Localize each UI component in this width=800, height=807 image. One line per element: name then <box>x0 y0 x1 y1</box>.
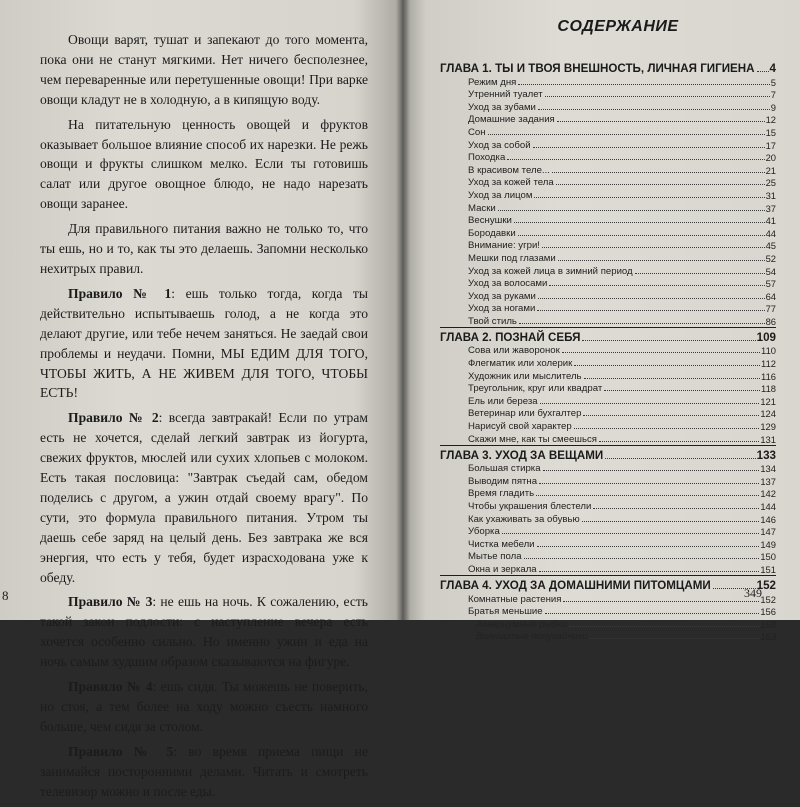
toc-entry <box>440 592 776 605</box>
dot-leader <box>605 458 755 459</box>
toc-entry <box>440 537 776 550</box>
dot-leader <box>524 558 760 559</box>
toc-entry <box>440 432 776 445</box>
toc-entry-page: 112 <box>761 358 776 370</box>
toc-entry-label: Ель или береза <box>468 395 538 407</box>
dot-leader <box>557 121 765 122</box>
rule-heading: Правило № 5 <box>68 743 174 759</box>
left-page <box>0 0 402 799</box>
toc-entry-page: 129 <box>760 421 776 433</box>
toc-entry-page: 116 <box>761 370 776 382</box>
dot-leader <box>583 415 759 416</box>
toc-entry-page: 5 <box>770 76 776 88</box>
toc-entry-label: Как ухаживать за обувью <box>468 513 580 525</box>
toc-entry-page: 77 <box>765 303 776 315</box>
toc-entry <box>440 100 776 113</box>
toc-entry <box>440 75 776 88</box>
dot-leader <box>593 508 759 509</box>
dot-leader <box>534 197 764 198</box>
paragraph-text: : всегда завтракай! Если по утрам есть не хочется, сделай легкий завтрак из йогурта, свежих фруктов, мюслей или сухих хлопьев с молоком. Есть такая пословица: "Завтрак съедай сам, обедом поделись с другом, а ужин отдай своему врагу". По сути, это формула правильного питания. Утром ты даешь себе заряд на целый день. Без завтрака же вся энергия, что есть у тебя, будет израсходована уже к обеду. <box>40 410 368 585</box>
toc-entry <box>440 138 776 151</box>
toc-entry-page: 15 <box>765 126 776 138</box>
toc-entry <box>440 407 776 420</box>
toc-entry-page: 134 <box>760 463 776 475</box>
toc-entry-page: 20 <box>765 152 776 164</box>
toc-entry-page: 52 <box>765 252 776 264</box>
toc-entry-label: Волнистые попугайчики <box>476 631 588 643</box>
dot-leader <box>542 247 765 248</box>
paragraph-text: : во время приема пищи не занимайся посторонними делами. Читать и смотреть телевизор можно и после еды. <box>40 743 368 799</box>
toc-entry-label: Нарисуй свой характер <box>468 421 572 433</box>
dot-leader <box>582 521 760 522</box>
toc-entry-label: Мытье пола <box>468 551 522 563</box>
toc-entry <box>440 487 776 500</box>
dot-leader <box>537 546 760 547</box>
toc-entry-label: Сова или жаворонок <box>468 345 560 357</box>
dot-leader <box>757 71 769 72</box>
toc-entry-label: ГЛАВА 2. ПОЗНАЙ СЕБЯ <box>440 330 581 344</box>
toc-entry-label: Аквариумные рыбки <box>476 618 568 630</box>
toc-entry <box>440 314 776 327</box>
toc-entry <box>440 264 776 277</box>
toc-entry-label: Ветеринар или бухгалтер <box>468 408 582 420</box>
dot-leader <box>518 235 765 236</box>
toc-entry-page: 54 <box>765 265 776 277</box>
toc-entry-page: 4 <box>769 62 776 75</box>
toc-entry-label: Уход за ногами <box>468 303 536 315</box>
toc-entry <box>440 289 776 302</box>
toc-entry-label: ГЛАВА 1. ТЫ И ТВОЯ ВНЕШНОСТЬ, ЛИЧНАЯ ГИГИЕНА <box>440 62 755 75</box>
toc-entry-page: 44 <box>765 227 776 239</box>
toc-entry-page: 57 <box>765 278 776 290</box>
dot-leader <box>538 109 770 110</box>
dot-leader <box>549 285 764 286</box>
toc-entry-page: 150 <box>760 551 776 563</box>
toc-entry <box>440 550 776 563</box>
toc-chapter <box>440 445 776 462</box>
toc-entry-page: 7 <box>770 89 776 101</box>
toc-entry-label: Чистка мебели <box>468 538 535 550</box>
toc-entry-label: ГЛАВА 3. УХОД ЗА ВЕЩАМИ <box>440 448 604 462</box>
dot-leader <box>498 210 765 211</box>
toc-entry-page: 163 <box>760 631 776 643</box>
toc-entry <box>440 251 776 264</box>
rule-heading: Правило № 2 <box>68 410 159 426</box>
toc-entry-label: Веснушки <box>468 215 512 227</box>
left-page-number: 8 <box>2 588 9 603</box>
toc-entry-label: Походка <box>468 152 506 164</box>
dot-leader <box>635 273 765 274</box>
toc-entry <box>440 88 776 101</box>
rule-heading: Правило № 4 <box>68 679 153 695</box>
toc-chapter <box>440 58 776 75</box>
body-paragraph <box>40 30 368 110</box>
table-of-contents <box>440 58 776 642</box>
toc-entry-label: Уход за лицом <box>468 189 533 201</box>
toc-entry-label: ГЛАВА 4. УХОД ЗА ДОМАШНИМИ ПИТОМЦАМИ <box>440 578 711 592</box>
toc-entry-page: 12 <box>765 114 776 126</box>
toc-entry <box>440 226 776 239</box>
dot-leader <box>558 260 765 261</box>
dot-leader <box>502 533 760 534</box>
dot-leader <box>518 84 769 85</box>
toc-entry <box>440 419 776 432</box>
toc-entry-label: Режим дня <box>468 76 517 88</box>
body-paragraph <box>40 742 368 802</box>
body-paragraph <box>40 284 368 403</box>
toc-entry <box>440 344 776 357</box>
toc-entry <box>440 512 776 525</box>
dot-leader <box>537 310 764 311</box>
toc-entry-label: Флегматик или холерик <box>468 358 573 370</box>
toc-entry-page: 124 <box>760 408 776 420</box>
toc-entry-page: 152 <box>756 578 776 592</box>
toc-entry-page: 151 <box>760 563 776 575</box>
dot-leader <box>539 571 760 572</box>
toc-entry <box>440 474 776 487</box>
toc-entry-page: 25 <box>765 177 776 189</box>
toc-entry-page: 133 <box>756 448 776 462</box>
body-paragraph <box>40 592 368 672</box>
dot-leader <box>545 613 760 614</box>
toc-entry-page: 156 <box>760 606 776 618</box>
dot-leader <box>562 352 760 353</box>
toc-entry-page: 45 <box>765 240 776 252</box>
toc-entry <box>440 394 776 407</box>
dot-leader <box>556 184 765 185</box>
body-paragraph <box>40 677 368 737</box>
toc-entry-label: Выводим пятна <box>468 475 538 487</box>
paragraph-text: На питательную ценность овощей и фруктов оказывает большое влияние способ их нарезки. Не режь овощи и фрукты слишком мелко. Если ты готовишь салат или другое овощное блюдо, не надо нарезать овощи заранее. <box>40 116 368 212</box>
book-gutter <box>396 0 410 620</box>
dot-leader <box>533 147 765 148</box>
toc-chapter <box>440 575 776 592</box>
toc-entry-label: Уход за кожей тела <box>468 177 554 189</box>
paragraph-text: Для правильного питания важно не только то, что ты ешь, но и то, как ты это делаешь. Запомни несколько нехитрых правил. <box>40 221 368 276</box>
toc-entry-label: Уход за зубами <box>468 101 536 113</box>
dot-leader <box>540 403 760 404</box>
toc-entry-label: Треугольник, круг или квадрат <box>468 383 603 395</box>
dot-leader <box>574 365 760 366</box>
toc-entry-page: 146 <box>760 513 776 525</box>
toc-entry-page: 37 <box>765 202 776 214</box>
toc-entry-page: 118 <box>761 383 776 395</box>
toc-entry <box>440 499 776 512</box>
toc-entry-label: Домашние задания <box>468 114 555 126</box>
toc-entry-page: 109 <box>756 330 776 344</box>
dot-leader <box>574 428 760 429</box>
toc-entry-label: Уход за волосами <box>468 278 548 290</box>
toc-entry <box>440 188 776 201</box>
toc-entry-page: 121 <box>760 395 776 407</box>
toc-entry <box>440 163 776 176</box>
toc-entry-label: Мешки под глазами <box>468 252 556 264</box>
toc-entry-page: 31 <box>765 189 776 201</box>
toc-entry-page: 152 <box>760 593 776 605</box>
toc-entry-label: Уборка <box>468 526 500 538</box>
toc-entry-page: 41 <box>765 215 776 227</box>
paragraph-text: : ешь сидя. Ты можешь не поверить, но стоя, а тем более на ходу можно съесть намного больше, чем сидя за столом. <box>40 679 368 734</box>
toc-title: СОДЕРЖАНИЕ <box>557 18 679 35</box>
dot-leader <box>545 96 770 97</box>
toc-entry <box>440 176 776 189</box>
dot-leader <box>488 134 765 135</box>
rule-heading: Правило № 3 <box>68 594 153 610</box>
dot-leader <box>538 298 765 299</box>
paragraph-text: : не ешь на ночь. К сожалению, есть такой закон подлости: с наступление вечера есть хочется особенно сильно. Но именно ужин и еда на ночь самым худшим образом сказываются на фигуре. <box>40 594 368 670</box>
dot-leader <box>563 601 759 602</box>
toc-entry <box>440 302 776 315</box>
dot-leader <box>507 159 764 160</box>
toc-entry <box>440 356 776 369</box>
paragraph-text: : ешь только тогда, когда ты действительно испытываешь голод, а не когда это делают другие, или тебе нечем заняться. Не заедай свои проблемы и неудачи. Помни, МЫ ЕДИМ ДЛЯ ТОГО, ЧТОБЫ ЖИТЬ, А НЕ ЖИВЕМ ДЛЯ ТОГО, ЧТОБЫ ЕСТЬ! <box>40 285 368 401</box>
toc-entry-page: 21 <box>765 164 776 176</box>
toc-chapter <box>440 327 776 344</box>
toc-entry-page: 144 <box>760 501 776 512</box>
dot-leader <box>543 470 760 471</box>
toc-entry <box>440 113 776 126</box>
toc-entry-page: 137 <box>760 475 776 487</box>
toc-entry <box>440 239 776 252</box>
toc-entry-label: Бородавки <box>468 227 516 239</box>
dot-leader <box>582 340 755 341</box>
dot-leader <box>514 222 765 223</box>
toc-entry <box>440 151 776 164</box>
toc-entry <box>440 630 776 643</box>
toc-entry-label: Уход за руками <box>468 290 536 302</box>
toc-entry-label: Скажи мне, как ты смеешься <box>468 433 597 445</box>
toc-entry-page: 131 <box>760 433 776 445</box>
toc-entry <box>440 605 776 618</box>
toc-entry-page: 86 <box>765 315 776 327</box>
toc-entry <box>440 214 776 227</box>
toc-entry <box>440 617 776 630</box>
toc-entry-label: Комнатные растения <box>468 593 562 605</box>
body-paragraph <box>40 408 368 587</box>
toc-entry-page: 142 <box>760 488 776 500</box>
toc-entry-label: В красивом теле... <box>468 164 550 176</box>
dot-leader <box>519 323 765 324</box>
toc-entry <box>440 525 776 538</box>
toc-entry-label: Внимание: угри! <box>468 240 540 252</box>
dot-leader <box>590 638 760 639</box>
body-paragraph <box>40 219 368 279</box>
toc-entry-page: 9 <box>770 101 776 113</box>
toc-entry-page: 17 <box>765 139 776 151</box>
paragraph-text: Овощи варят, тушат и запекают до того момента, пока они не станут мягкими. Нет ничего бесполезнее, чем переваренные или перетушенные овощи! При варке овощи кладут не в холодную, а в кипящую воду. <box>40 32 368 107</box>
dot-leader <box>539 483 759 484</box>
dot-leader <box>599 441 759 442</box>
toc-entry-label: Художник или мыслитель <box>468 370 582 382</box>
toc-entry-page: 147 <box>760 526 776 538</box>
toc-entry <box>440 369 776 382</box>
toc-entry-label: Утренний туалет <box>468 89 543 101</box>
toc-entry-label: Твой стиль <box>468 315 517 327</box>
dot-leader <box>569 626 759 627</box>
toc-entry <box>440 277 776 290</box>
toc-entry-label: Маски <box>468 202 496 214</box>
toc-entry-label: Сон <box>468 126 486 138</box>
toc-entry-label: Уход за собой <box>468 139 531 151</box>
rule-heading: Правило № 1 <box>68 285 172 301</box>
dot-leader <box>552 172 765 173</box>
toc-entry-page: 149 <box>760 538 776 550</box>
dot-leader <box>536 495 759 496</box>
toc-entry-label: Время гладить <box>468 488 535 500</box>
toc-entry <box>440 562 776 575</box>
toc-entry-label: Окна и зеркала <box>468 563 537 575</box>
left-page-text <box>40 30 368 807</box>
toc-entry-label: Большая стирка <box>468 463 541 475</box>
toc-entry-page: 110 <box>761 345 776 357</box>
dot-leader <box>584 378 760 379</box>
toc-entry-label: Уход за кожей лица в зимний период <box>468 265 633 277</box>
toc-entry-page: 64 <box>765 290 776 302</box>
toc-entry <box>440 201 776 214</box>
toc-entry-page: 158 <box>760 618 776 630</box>
toc-entry <box>440 125 776 138</box>
toc-entry-label: Чтобы украшения блестели <box>468 501 592 512</box>
toc-entry <box>440 382 776 395</box>
toc-entry-label: Братья меньшие <box>468 606 543 618</box>
toc-entry <box>440 462 776 475</box>
dot-leader <box>604 390 760 391</box>
right-page-number: 349 <box>744 586 762 600</box>
body-paragraph <box>40 115 368 215</box>
